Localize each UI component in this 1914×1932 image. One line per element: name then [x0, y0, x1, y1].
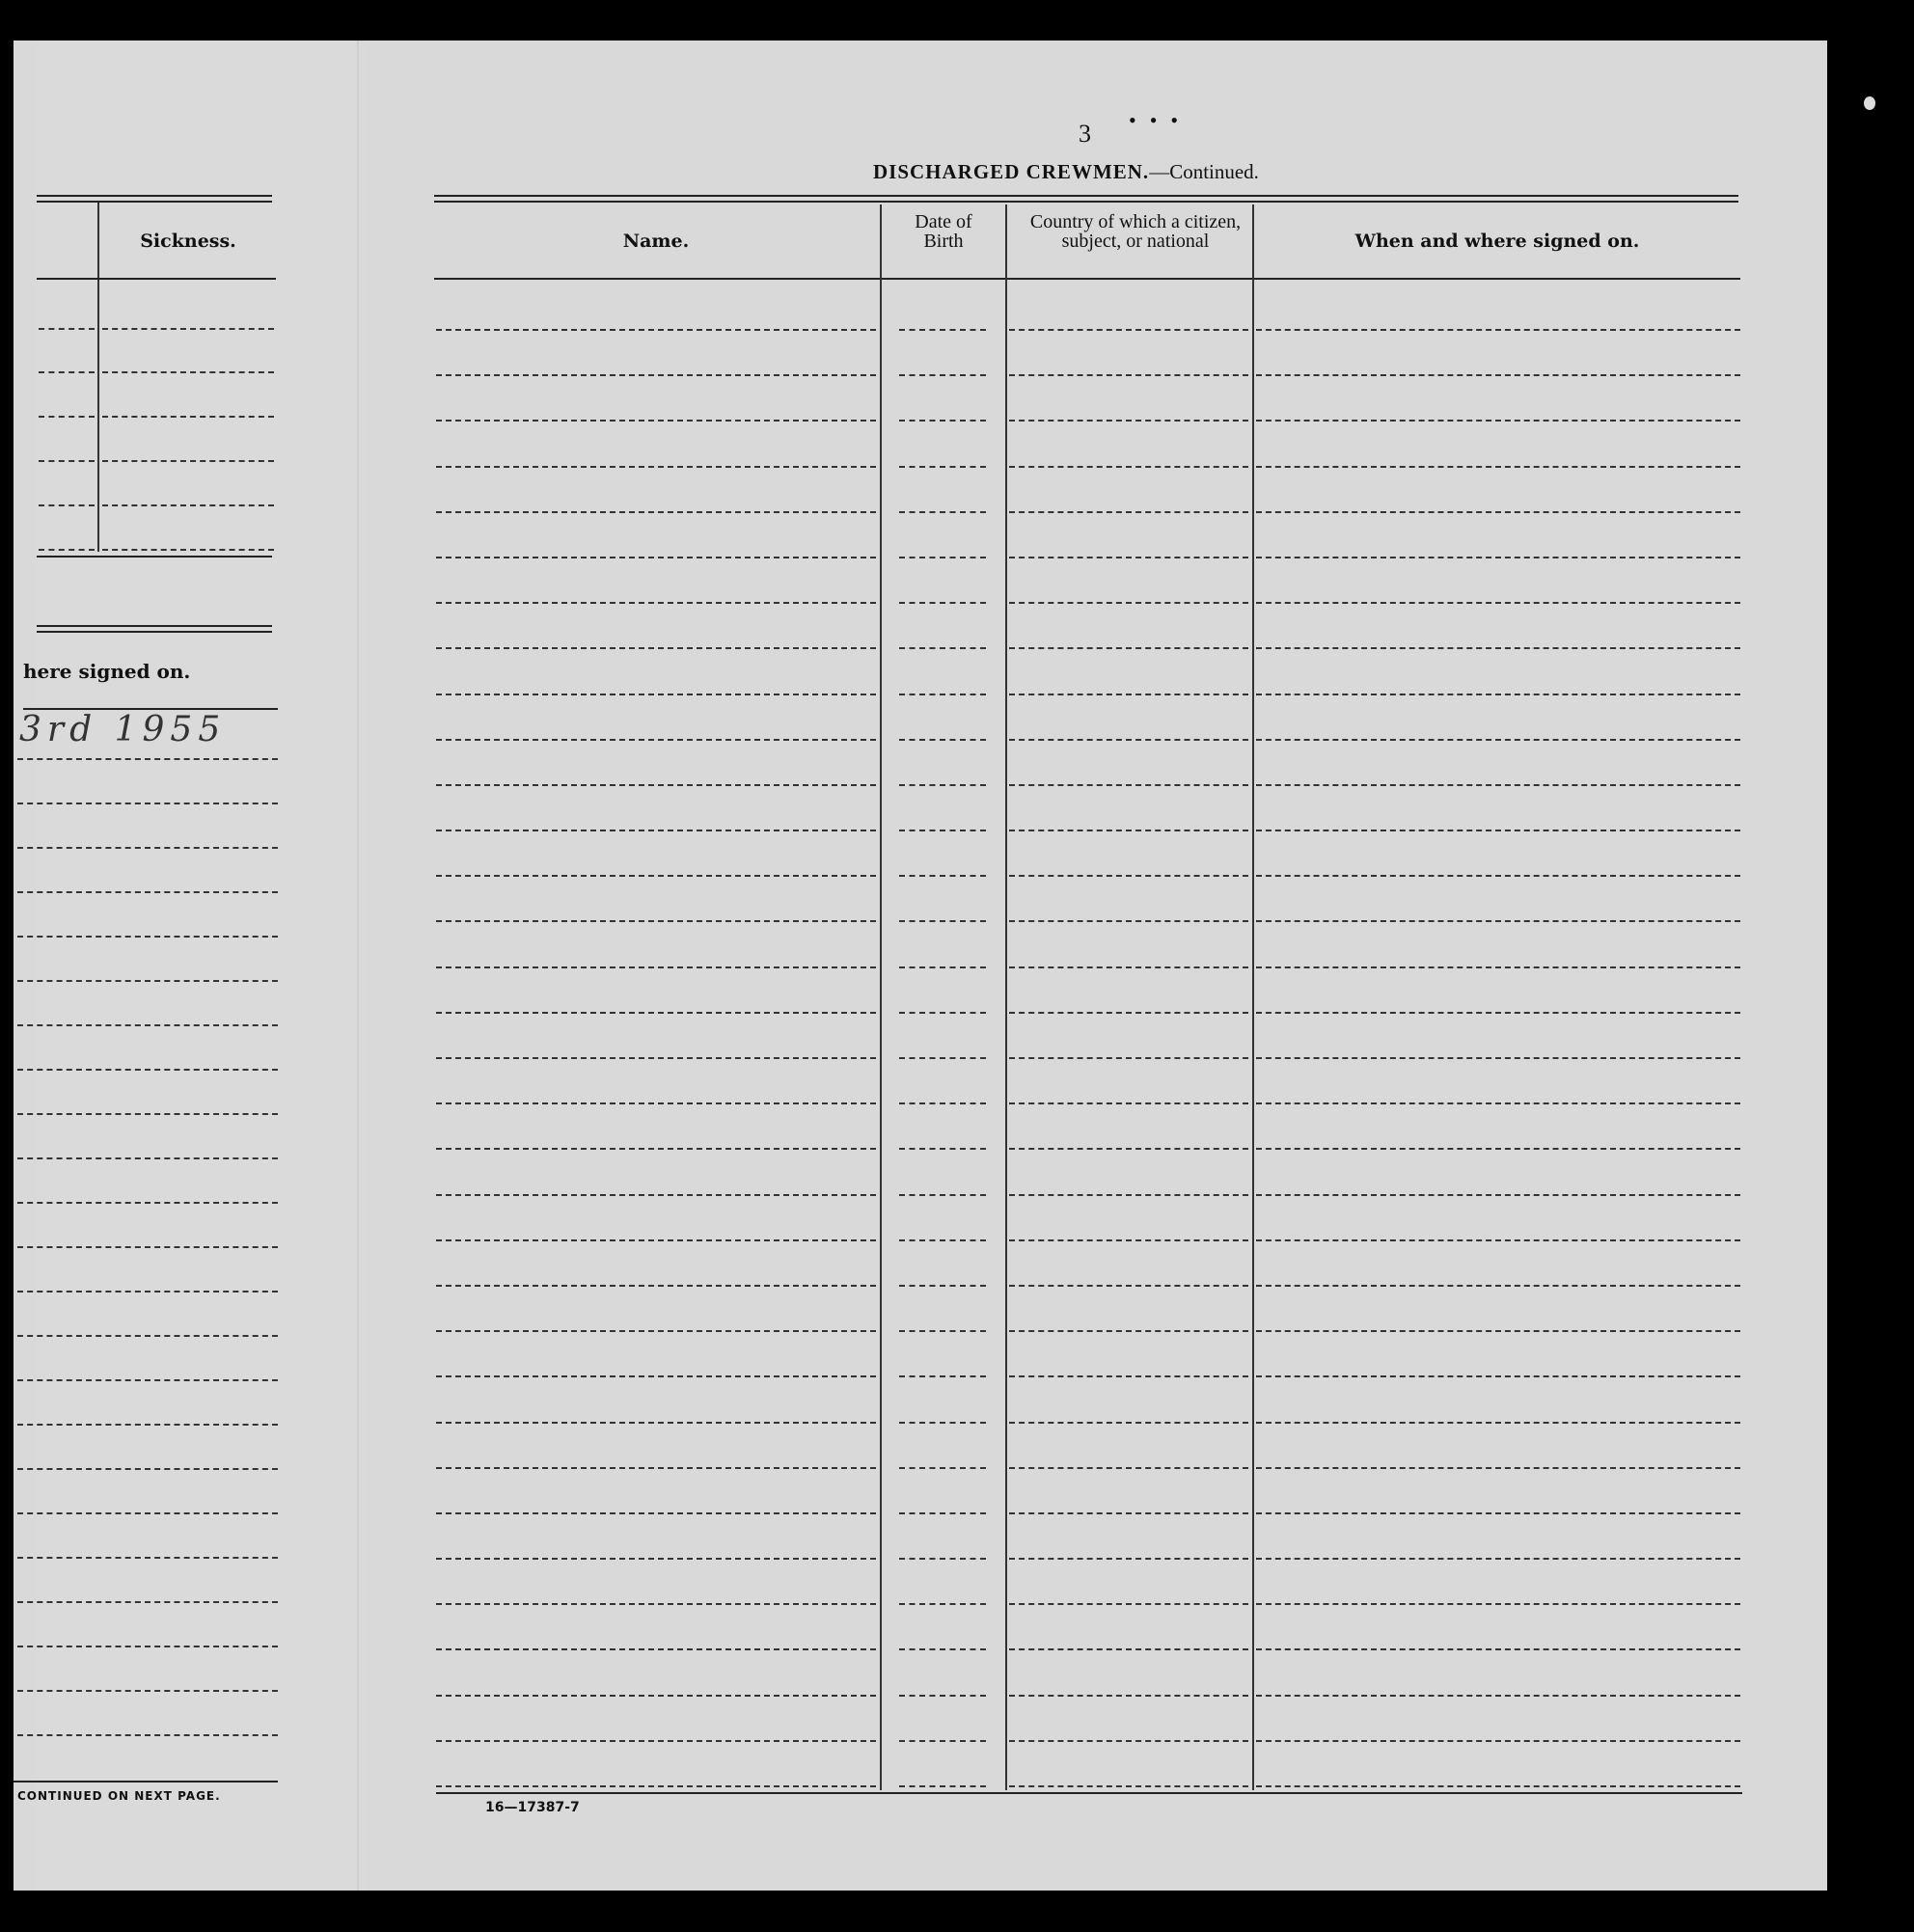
row-line-signed-on [1256, 466, 1740, 468]
row-line-country [1009, 1467, 1248, 1469]
left-column-divider [97, 203, 99, 552]
row-line-name [436, 1695, 876, 1697]
row-line-dob [899, 694, 986, 695]
row-line-dob [899, 374, 986, 376]
row-line-name [436, 374, 876, 376]
row-line-signed-on [1256, 1102, 1740, 1104]
scan-speck [1864, 96, 1875, 110]
row-line-signed-on [1256, 1057, 1740, 1059]
column-header-date-of-birth: Date of Birth [915, 211, 972, 252]
row-line-signed-on [1256, 1695, 1740, 1697]
scan-dots: ••• [1129, 108, 1192, 132]
row-line-signed-on [1256, 1239, 1740, 1241]
row-line-dob [899, 511, 986, 513]
left-sickness-line [102, 371, 274, 373]
row-line-signed-on [1256, 1194, 1740, 1196]
left-signed-on-line [17, 1512, 278, 1514]
row-line-dob [899, 1695, 986, 1697]
row-line-signed-on [1256, 511, 1740, 513]
row-line-name [436, 1057, 876, 1059]
row-line-country [1009, 1375, 1248, 1377]
left-section-rule-3 [37, 631, 272, 633]
row-line-country [1009, 1148, 1248, 1150]
row-line-name [436, 1148, 876, 1150]
row-line-dob [899, 1375, 986, 1377]
left-signed-on-line [17, 1157, 278, 1159]
row-line-name [436, 784, 876, 786]
left-sickness-line [102, 328, 274, 330]
row-line-dob [899, 647, 986, 649]
left-signed-on-line [17, 847, 278, 849]
row-line-country [1009, 374, 1248, 376]
row-line-name [436, 1467, 876, 1469]
page-number: 3 [1079, 120, 1091, 148]
row-line-country [1009, 1512, 1248, 1514]
row-line-signed-on [1256, 1558, 1740, 1560]
row-line-signed-on [1256, 739, 1740, 741]
table-header-rule [434, 278, 1740, 280]
row-line-country [1009, 329, 1248, 331]
row-line-name [436, 1740, 876, 1742]
row-line-country [1009, 1102, 1248, 1104]
left-sickness-line [102, 504, 274, 506]
row-line-country [1009, 739, 1248, 741]
title-main: DISCHARGED CREWMEN. [873, 160, 1150, 183]
row-line-signed-on [1256, 1785, 1740, 1787]
row-line-dob [899, 1603, 986, 1605]
row-line-country [1009, 647, 1248, 649]
left-bottom-rule [14, 1781, 278, 1782]
form-number: 16—17387-7 [485, 1800, 580, 1815]
row-line-dob [899, 602, 986, 604]
left-row-line [39, 504, 95, 506]
row-line-country [1009, 920, 1248, 922]
left-signed-on-line [17, 1069, 278, 1071]
left-signed-on-line [17, 936, 278, 938]
row-line-name [436, 1648, 876, 1650]
left-signed-on-header: here signed on. [23, 660, 191, 683]
left-top-rule-2 [37, 201, 272, 203]
page-title [873, 160, 1259, 184]
row-line-dob [899, 1057, 986, 1059]
column-header-name: Name. [622, 231, 690, 252]
row-line-name [436, 1603, 876, 1605]
row-line-dob [899, 1012, 986, 1014]
row-line-country [1009, 1558, 1248, 1560]
left-signed-on-line [17, 1024, 278, 1026]
page-fold [357, 41, 359, 1891]
left-signed-on-line [17, 1379, 278, 1381]
row-line-name [436, 1239, 876, 1241]
row-line-name [436, 875, 876, 877]
left-signed-on-line [17, 803, 278, 804]
row-line-signed-on [1256, 830, 1740, 831]
row-line-name [436, 966, 876, 968]
left-sickness-line [102, 416, 274, 418]
row-line-country [1009, 1194, 1248, 1196]
row-line-name [436, 1785, 876, 1787]
row-line-country [1009, 1330, 1248, 1332]
column-divider-3 [1252, 204, 1254, 1790]
left-row-line [39, 328, 95, 330]
left-signed-on-line [17, 891, 278, 893]
left-top-rule [37, 195, 272, 197]
title-suffix: —Continued. [1149, 160, 1259, 183]
table-top-rule-2 [434, 201, 1738, 203]
row-line-dob [899, 830, 986, 831]
row-line-dob [899, 784, 986, 786]
row-line-country [1009, 1422, 1248, 1424]
column-header-country: Country of which a citizen, subject, or national [1029, 211, 1242, 252]
left-signed-on-line [17, 1690, 278, 1692]
row-line-name [436, 511, 876, 513]
row-line-name [436, 739, 876, 741]
row-line-country [1009, 557, 1248, 558]
left-row-line [39, 416, 95, 418]
row-line-dob [899, 466, 986, 468]
row-line-country [1009, 694, 1248, 695]
row-line-country [1009, 830, 1248, 831]
row-line-signed-on [1256, 420, 1740, 422]
row-line-signed-on [1256, 966, 1740, 968]
row-line-name [436, 920, 876, 922]
row-line-dob [899, 1740, 986, 1742]
row-line-signed-on [1256, 557, 1740, 558]
row-line-dob [899, 1785, 986, 1787]
row-line-country [1009, 784, 1248, 786]
row-line-dob [899, 1102, 986, 1104]
row-line-name [436, 602, 876, 604]
left-sickness-header: Sickness. [140, 231, 236, 252]
row-line-signed-on [1256, 784, 1740, 786]
row-line-dob [899, 966, 986, 968]
left-header-rule [37, 278, 276, 280]
row-line-signed-on [1256, 1467, 1740, 1469]
left-row-line [39, 549, 95, 551]
row-line-dob [899, 1512, 986, 1514]
left-signed-on-line [17, 1468, 278, 1470]
row-line-signed-on [1256, 1375, 1740, 1377]
left-section-rule-2 [37, 625, 272, 627]
row-line-country [1009, 1603, 1248, 1605]
row-line-signed-on [1256, 647, 1740, 649]
row-line-dob [899, 739, 986, 741]
continued-footer: CONTINUED ON NEXT PAGE. [17, 1789, 221, 1803]
row-line-dob [899, 1148, 986, 1150]
row-line-signed-on [1256, 602, 1740, 604]
left-page-area [37, 41, 365, 1891]
row-line-name [436, 1512, 876, 1514]
row-line-signed-on [1256, 1648, 1740, 1650]
row-line-country [1009, 1648, 1248, 1650]
row-line-name [436, 1285, 876, 1287]
row-line-country [1009, 1785, 1248, 1787]
left-signed-on-line [17, 1557, 278, 1559]
row-line-country [1009, 1012, 1248, 1014]
row-line-name [436, 830, 876, 831]
row-line-signed-on [1256, 1603, 1740, 1605]
row-line-name [436, 1558, 876, 1560]
left-section-rule [37, 556, 272, 558]
row-line-name [436, 1330, 876, 1332]
left-signed-on-line [17, 1202, 278, 1204]
row-line-country [1009, 1239, 1248, 1241]
row-line-signed-on [1256, 1512, 1740, 1514]
column-divider-1 [880, 204, 882, 1790]
row-line-signed-on [1256, 694, 1740, 695]
handwritten-date: 3rd 1955 [19, 710, 227, 749]
row-line-signed-on [1256, 1285, 1740, 1287]
left-sickness-line [102, 460, 274, 462]
row-line-country [1009, 1740, 1248, 1742]
row-line-name [436, 329, 876, 331]
row-line-signed-on [1256, 374, 1740, 376]
row-line-name [436, 1102, 876, 1104]
row-line-country [1009, 966, 1248, 968]
row-line-dob [899, 1467, 986, 1469]
row-line-dob [899, 875, 986, 877]
row-line-country [1009, 875, 1248, 877]
row-line-dob [899, 1330, 986, 1332]
row-line-signed-on [1256, 329, 1740, 331]
row-line-name [436, 1375, 876, 1377]
row-line-signed-on [1256, 1148, 1740, 1150]
row-line-country [1009, 1695, 1248, 1697]
row-line-name [436, 420, 876, 422]
row-line-dob [899, 1558, 986, 1560]
left-sickness-line [102, 549, 274, 551]
column-divider-2 [1005, 204, 1007, 1790]
left-signed-on-line [17, 1646, 278, 1647]
left-signed-on-line [17, 980, 278, 982]
row-line-country [1009, 1057, 1248, 1059]
row-line-name [436, 1194, 876, 1196]
row-line-name [436, 694, 876, 695]
row-line-signed-on [1256, 1740, 1740, 1742]
row-line-dob [899, 420, 986, 422]
row-line-country [1009, 602, 1248, 604]
table-bottom-rule [436, 1792, 1742, 1794]
left-signed-on-line [17, 1601, 278, 1603]
row-line-name [436, 647, 876, 649]
row-line-dob [899, 1422, 986, 1424]
row-line-dob [899, 1285, 986, 1287]
row-line-dob [899, 1239, 986, 1241]
row-line-name [436, 557, 876, 558]
row-line-signed-on [1256, 1422, 1740, 1424]
left-signed-on-line [17, 1734, 278, 1736]
left-signed-on-line [17, 758, 278, 760]
row-line-dob [899, 557, 986, 558]
row-line-signed-on [1256, 920, 1740, 922]
left-row-line [39, 460, 95, 462]
row-line-signed-on [1256, 1330, 1740, 1332]
left-signed-on-line [17, 1335, 278, 1337]
table-top-rule [434, 195, 1738, 197]
left-signed-on-line [17, 1291, 278, 1293]
left-row-line [39, 371, 95, 373]
row-line-country [1009, 1285, 1248, 1287]
column-header-signed-on: When and where signed on. [1354, 231, 1640, 252]
left-signed-on-line [17, 1424, 278, 1426]
row-line-name [436, 1422, 876, 1424]
row-line-country [1009, 511, 1248, 513]
row-line-dob [899, 1648, 986, 1650]
row-line-country [1009, 420, 1248, 422]
row-line-signed-on [1256, 1012, 1740, 1014]
row-line-signed-on [1256, 875, 1740, 877]
row-line-country [1009, 466, 1248, 468]
row-line-dob [899, 329, 986, 331]
left-signed-on-line [17, 1246, 278, 1248]
row-line-name [436, 466, 876, 468]
row-line-name [436, 1012, 876, 1014]
row-line-dob [899, 1194, 986, 1196]
left-signed-on-line [17, 1113, 278, 1115]
row-line-dob [899, 920, 986, 922]
